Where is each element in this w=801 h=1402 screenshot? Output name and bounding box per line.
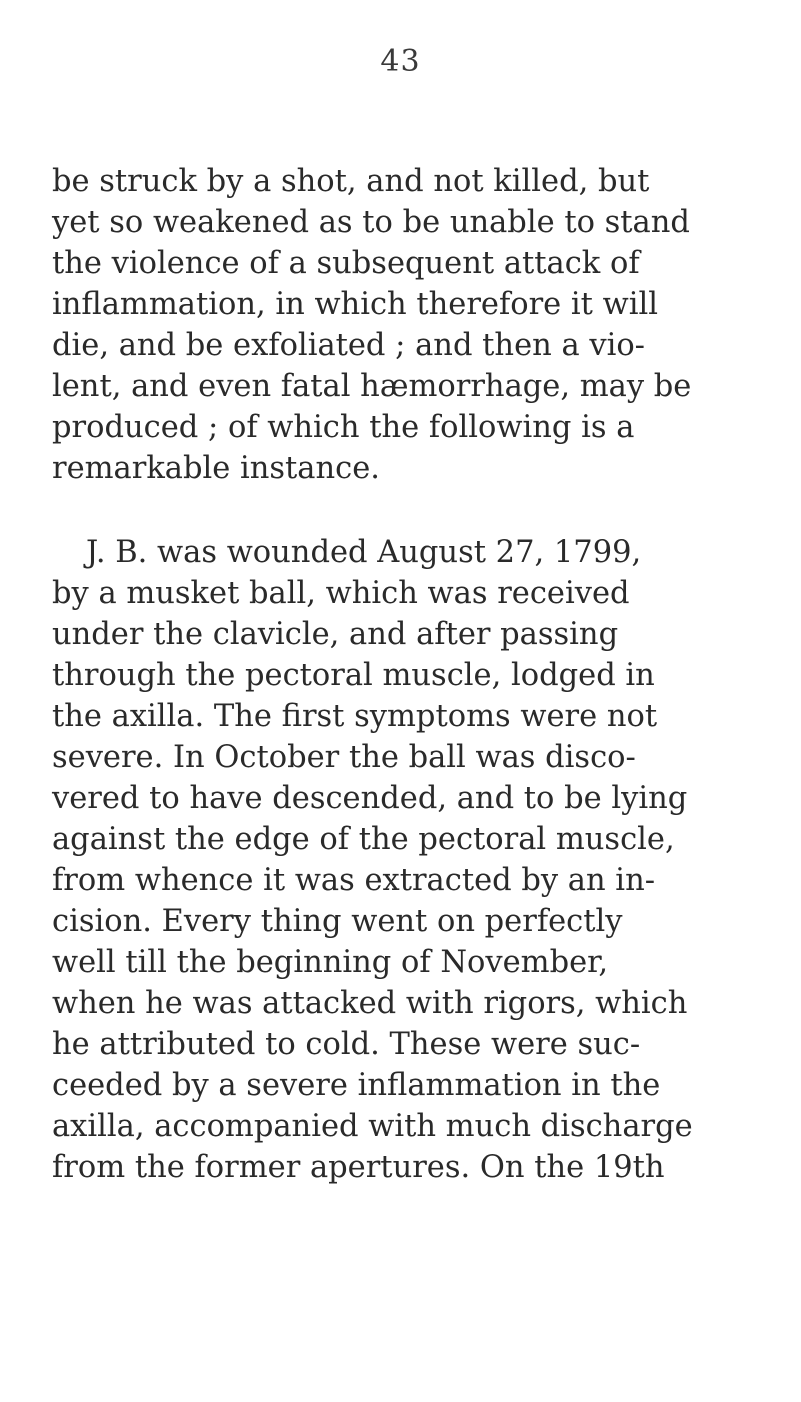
text-line: through the pectoral muscle, lodged in [52,658,655,693]
text-line: the violence of a subsequent attack of [52,246,640,281]
page-number: 43 [380,44,421,79]
text-line: vered to have descended, and to be lying [52,781,688,816]
text-line: produced ; of which the following is a [52,410,635,445]
text-line: J. B. was wounded August 27, 1799, [86,535,642,570]
text-line: cision. Every thing went on perfectly [52,904,623,939]
text-line: inflammation, in which therefore it will [52,287,659,322]
text-line: well till the beginning of November, [52,945,609,980]
text-line: ceeded by a severe inflammation in the [52,1068,661,1103]
text-line: die, and be exfoliated ; and then a vio- [52,328,645,363]
text-line: when he was attacked with rigors, which [52,986,688,1021]
text-line: lent, and even fatal hæmorrhage, may be [52,369,692,404]
text-line: from the former apertures. On the 19th [52,1150,665,1185]
text-line: under the clavicle, and after passing [52,617,619,652]
text-line: yet so weakened as to be unable to stand [52,205,690,240]
text-line: severe. In October the ball was disco- [52,740,636,775]
text-line: against the edge of the pectoral muscle, [52,822,675,857]
text-line: remarkable instance. [52,451,380,486]
text-line: axilla, accompanied with much discharge [52,1109,693,1144]
text-line: from whence it was extracted by an in- [52,863,656,898]
text-line: the axilla. The first symptoms were not [52,699,658,734]
text-line: he attributed to cold. These were suc- [52,1027,641,1062]
text-line: be struck by a shot, and not killed, but [52,164,650,199]
text-line: by a musket ball, which was received [52,576,630,611]
